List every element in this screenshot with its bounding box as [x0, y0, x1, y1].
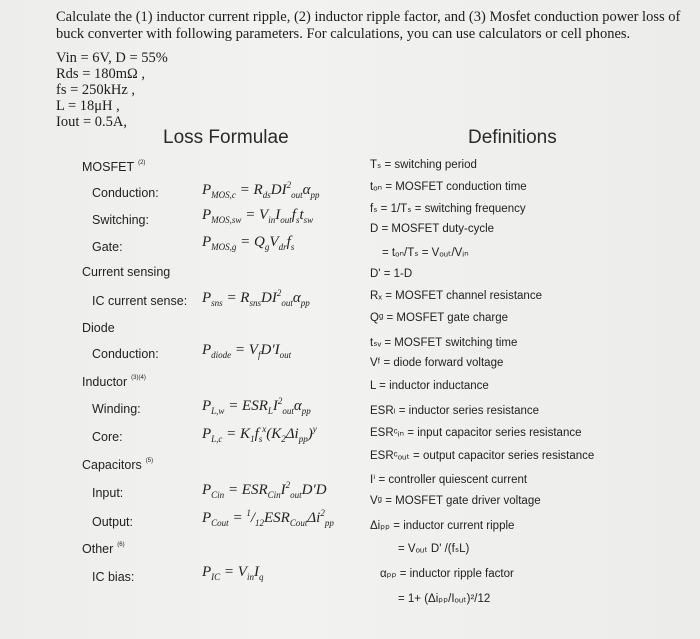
diode-conduction-formula: $P_{diode} = V_fD'I_{out}$: [202, 342, 292, 360]
def-iq: Iⁱ = controller quiescent current: [370, 474, 528, 486]
def-vdr: Vᵍ = MOSFET gate driver voltage: [370, 495, 541, 507]
input-cap-formula: $P_{Cin} = ESR_{Cin}I^2_{out}D'D$: [202, 480, 327, 500]
current-sense-formula: $P_{sns} = R_{sns}DI^2_{out}\alpha_{pp}$: [202, 288, 310, 308]
param-rds: Rds = 180mΩ ,: [56, 66, 146, 82]
def-rds: Rₓ = MOSFET channel resistance: [370, 290, 542, 302]
other-label: Other $^{(6)}$: [82, 542, 125, 556]
mosfet-conduction-formula: $P_{MOS,c} = R_{ds}DI^2_{out}\alpha_{pp}$: [202, 180, 320, 200]
def-ts: Tₛ = switching period: [370, 159, 477, 171]
core-formula: $P_{L,c} = K_1f_s^x(K_2\Delta i_{pp})^y$: [202, 424, 317, 444]
mosfet-gate-label: Gate:: [92, 240, 123, 254]
def-dipp: Δiₚₚ = inductor current ripple: [370, 520, 515, 532]
output-cap-formula: $P_{Cout} = ^1/_{12}ESR_{Cout}\Delta i^2_{pp}$: [202, 508, 334, 528]
def-dipp-eq: = Vₒᵤₜ D' /(fₛL): [398, 543, 470, 555]
ic-current-sense-label: IC current sense:: [92, 294, 188, 308]
def-alpha-eq: = 1+ (Δiₚₚ/Iₒᵤₜ)²/12: [398, 593, 491, 605]
def-esrl: ESRₗ = inductor series resistance: [370, 405, 540, 417]
winding-formula: $P_{L,w} = ESR_LI^2_{out}\alpha_{pp}$: [202, 396, 311, 416]
param-iout: Iout = 0.5A,: [56, 114, 128, 130]
definitions-heading: Definitions: [468, 127, 557, 148]
def-ton: tₒₙ = MOSFET conduction time: [370, 181, 527, 193]
input-cap-label: Input:: [92, 486, 124, 500]
def-dprime: D' = 1-D: [370, 268, 413, 280]
mosfet-label: MOSFET $^{(2)}$: [82, 160, 146, 174]
mosfet-gate-formula: $P_{MOS,g} = Q_gV_{dr}f_s$: [202, 234, 295, 252]
def-esrcin: ESRᶜᵢₙ = input capacitor series resistance: [370, 427, 582, 439]
def-fs: fₛ = 1/Tₛ = switching frequency: [370, 203, 526, 215]
param-inductance: L = 18μH ,: [56, 98, 120, 114]
question-text: Calculate the (1) inductor current ripple, (2) inductor ripple factor, and (3) Mosfet conduction power loss of buck converter with following parameters. For calculations, you can use calculators or cell phones.: [56, 9, 681, 42]
inductor-label: Inductor $^{(3)(4)}$: [82, 375, 146, 389]
def-tsw: tₛᵥ = MOSFET switching time: [370, 337, 518, 349]
core-label: Core:: [92, 430, 123, 444]
def-l: L = inductor inductance: [370, 380, 489, 392]
ic-bias-label: IC bias:: [92, 570, 135, 584]
def-alpha: αₚₚ = inductor ripple factor: [380, 568, 514, 580]
def-duty: D = MOSFET duty-cycle: [370, 223, 495, 235]
mosfet-conduction-label: Conduction:: [92, 186, 159, 200]
def-duty-eq: = tₒₙ/Tₛ = Vₒᵤₜ/Vᵢₙ: [382, 247, 469, 259]
diode-label: Diode: [82, 321, 115, 335]
mosfet-switching-label: Switching:: [92, 213, 149, 227]
param-vin-duty: Vin = 6V, D = 55%: [56, 50, 168, 66]
param-fs: fs = 250kHz ,: [56, 82, 136, 98]
winding-label: Winding:: [92, 402, 141, 416]
mosfet-switching-formula: $P_{MOS,sw} = V_{in}I_{out}f_st_{sw}$: [202, 207, 314, 225]
loss-formulae-heading: Loss Formulae: [163, 127, 289, 148]
current-sensing-label: Current sensing: [82, 265, 171, 279]
ic-bias-formula: $P_{IC} = V_{in}I_q$: [202, 564, 264, 582]
capacitors-label: Capacitors $^{(5)}$: [82, 458, 154, 472]
diode-conduction-label: Conduction:: [92, 347, 159, 361]
output-cap-label: Output:: [92, 515, 133, 529]
def-qg: Qᵍ = MOSFET gate charge: [370, 312, 509, 324]
def-esrcout: ESRᶜₒᵤₜ = output capacitor series resistance: [370, 450, 595, 462]
def-vf: Vᶠ = diode forward voltage: [370, 357, 504, 369]
